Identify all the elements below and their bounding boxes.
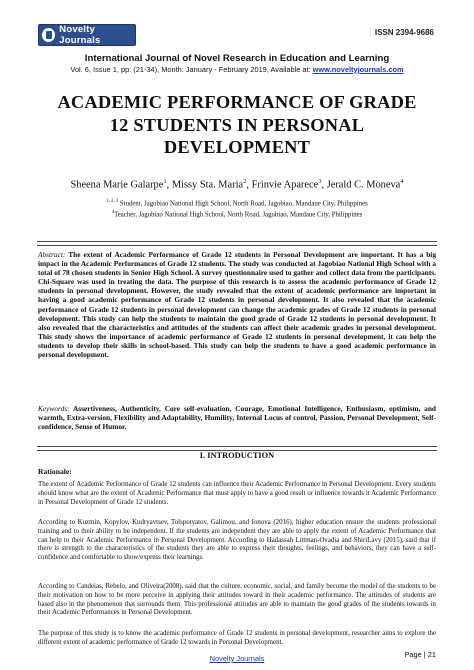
affiliation-mark: 1, 2, 3: [106, 199, 119, 204]
author-separator: ,: [166, 179, 172, 191]
affiliation-students: [30, 199, 444, 207]
abstract: [38, 250, 436, 359]
affiliation-mark: 4: [111, 210, 115, 215]
keywords-text: Assertiveness, Authenticity, Core self-evaluation, Courage, Emotional Intelligence, Enthusiasm, optimism, and warmth, Extra-version, Flexibility and Adaptability, Humility, Internal Locus of control, Passion, Personal Development, Self-confidence, Sense of Humor.: [38, 404, 436, 432]
issn-number: ISSN 2394-9686: [374, 28, 434, 37]
body-paragraph-1: The extent of Academic Performance of Grade 12 students can influence their Academic Performance in Personal Development. Every students should know what are the extent of Academic Performance that must apply to have a good result or influence towards it Academic Performance in Personal Development of Grade 12 students.: [38, 481, 436, 506]
author-name: Missy Sta. Maria: [171, 179, 244, 191]
body-paragraph-3: According to Candeias, Rebelo, and Oliveira(2008), said that the culture, economic, social, and family become the model of the students to be their motivation on how to be more perceive in applying their attitudes toward in their academic performance. The attitudes of students are based also in the phenomenon that surrounds them. This professional attitudes are able to maintain the good grades of the students towards in their Academic Performances in Personal Development.: [38, 583, 436, 617]
subsection-heading: Rationale:: [38, 467, 72, 476]
section-heading: I. INTRODUCTION: [199, 451, 275, 460]
journal-volume-text: Vol. 6, Issue 1, pp: (21-34), Month: January - February 2019, Available at:: [70, 65, 313, 74]
author-mark: 4: [400, 178, 404, 185]
journal-logo: [38, 24, 136, 46]
author-name: Jerald C. Moneva: [326, 179, 401, 191]
page-number: Page | 21: [404, 650, 436, 659]
author-list: [30, 178, 444, 190]
abstract-text: The extent of Academic Performance of Grade 12 students in Personal Development are important. It has a big impact in the Academic Performances of Grade 12 students. The study was conducted at Jagobiao National High School with a total of 78 chosen students in Senior High School. A survey questionnaire used to gather and collect data from the participants. Chi-Square was used in treating the data. The purpose of this research is to assess the academic performance of Grade 12 students in personal development. However, the study revealed that the extent of academic performance are important in having a good academic performance of Grade 12 students in personal development. It also revealed that the academic performance of Grade 12 students in personal development can change the academic grades of Grade 12 students in personal development. This study can help the students to maintain the good grade of Grade 12 students in personal development. It also revealed that the characteristics and attitudes of the students can affect their academic grades in personal development. This study shows the importance of academic performance of Grade 12 students in personal development, it can help the students to develop their skills in school-based. This study can help the students to have a good academic performance in personal development.: [38, 250, 436, 360]
keywords: [38, 404, 436, 431]
author-separator: ,: [246, 179, 252, 191]
journal-volume-line: [38, 65, 436, 74]
abstract-top-rule: [37, 241, 437, 246]
body-paragraph-4: The purpose of this study is to know the academic performance of Grade 12 students in personal development, researcher aims to explore the different extent of academic performance of Grade 12 towards in Personal Development.: [38, 630, 436, 646]
affiliation-text: Teacher, Jagobiao National High School, North Road, Jagobiao, Mandaue City, Philippines: [114, 211, 363, 219]
affiliation-teacher: [30, 210, 444, 218]
body-paragraph-2: According to Kuzmin, Kopylov, Kudryavtsev, Tolspotyatov, Galimou, and Ionova (2016), higher education ensure the students professional training and to their ability to be independent. If the students are independent they are able to apply the extent of Academic Performance that can help to their Academic Performance in Personal Development. According to Hadassah Littman-Ovadia and ShiriLavy (2015), said that if there is strength to the characteristics of the students they are able to express their thoughts, feelings, and behaviors, they can have a self-confidence and comfortable to show/express their learnings.: [38, 519, 436, 562]
footer-journal-link[interactable]: Novelty Journals: [209, 654, 265, 663]
paper-title: [50, 91, 424, 159]
author-mark: 2: [243, 178, 247, 185]
author-name: Frinvie Aparece: [251, 179, 319, 191]
logo-text: Novelty Journals: [59, 24, 101, 46]
paper-title-line-1: ACADEMIC PERFORMANCE OF GRADE: [57, 92, 417, 112]
journal-url-link[interactable]: www.noveltyjournals.com: [312, 65, 404, 74]
author-mark: 3: [318, 178, 322, 185]
paper-title-line-2: 12 STUDENTS IN PERSONAL: [109, 114, 365, 135]
author-mark: 1: [163, 178, 167, 185]
affiliation-text: Student, Jagobiao National High School, North Road, Jagobiao, Mandaue City, Philippines: [118, 200, 368, 208]
logo-book-icon: [42, 28, 55, 42]
paper-title-line-3: DEVELOPMENT: [163, 137, 311, 157]
keywords-label: Keywords:: [38, 404, 70, 413]
abstract-label: Abstract:: [38, 250, 66, 259]
author-separator: ,: [321, 179, 327, 191]
author-name: Sheena Marie Galarpe: [70, 179, 164, 191]
journal-title: International Journal of Novel Research in Education and Learning: [84, 53, 390, 64]
